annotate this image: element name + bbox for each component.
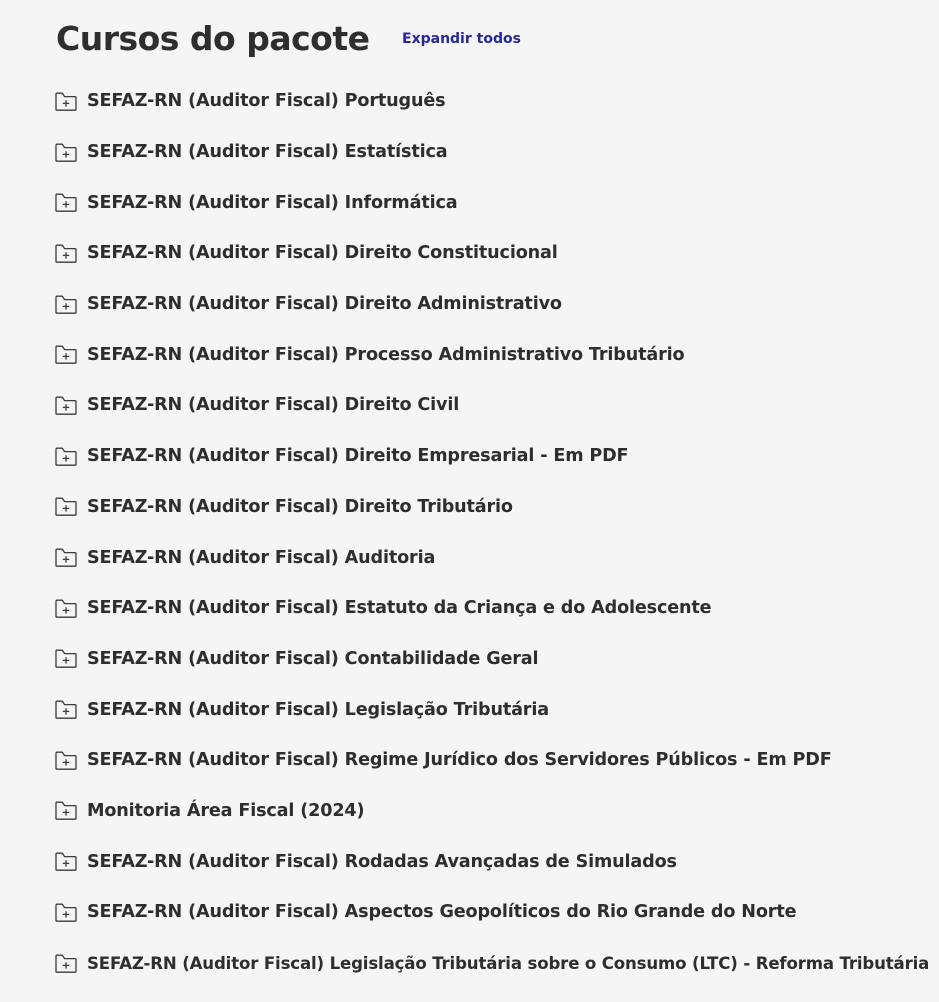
- course-label[interactable]: SEFAZ-RN (Auditor Fiscal) Estatística: [87, 142, 448, 163]
- folder-plus-icon[interactable]: [55, 395, 78, 415]
- course-label[interactable]: SEFAZ-RN (Auditor Fiscal) Direito Administrativo: [87, 294, 562, 315]
- course-label[interactable]: SEFAZ-RN (Auditor Fiscal) Legislação Tributária sobre o Consumo (LTC) - Reforma Tributária: [87, 953, 930, 973]
- course-item[interactable]: [55, 228, 925, 279]
- course-item[interactable]: [55, 127, 925, 178]
- folder-plus-icon[interactable]: [55, 294, 78, 314]
- course-item[interactable]: [55, 279, 925, 330]
- course-label[interactable]: SEFAZ-RN (Auditor Fiscal) Direito Empresarial - Em PDF: [87, 446, 629, 467]
- folder-plus-icon[interactable]: [55, 598, 78, 618]
- course-item[interactable]: [55, 735, 925, 786]
- course-label[interactable]: SEFAZ-RN (Auditor Fiscal) Informática: [87, 192, 458, 213]
- course-label[interactable]: SEFAZ-RN (Auditor Fiscal) Português: [87, 91, 446, 112]
- folder-plus-icon[interactable]: [55, 649, 78, 669]
- folder-plus-icon[interactable]: [55, 497, 78, 517]
- course-item[interactable]: [55, 938, 930, 989]
- folder-plus-icon[interactable]: [55, 852, 78, 872]
- course-label[interactable]: Monitoria Área Fiscal (2024): [87, 800, 365, 821]
- course-label[interactable]: SEFAZ-RN (Auditor Fiscal) Regime Jurídico dos Servidores Públicos - Em PDF: [87, 750, 832, 771]
- folder-plus-icon[interactable]: [55, 801, 78, 821]
- folder-plus-icon[interactable]: [55, 243, 78, 263]
- course-label[interactable]: SEFAZ-RN (Auditor Fiscal) Rodadas Avançadas de Simulados: [87, 851, 677, 872]
- course-label[interactable]: SEFAZ-RN (Auditor Fiscal) Processo Administrativo Tributário: [87, 344, 685, 365]
- page-title: Cursos do pacote: [56, 18, 370, 58]
- course-label[interactable]: SEFAZ-RN (Auditor Fiscal) Direito Civil: [87, 395, 460, 416]
- course-item[interactable]: [55, 786, 925, 837]
- section-header: [56, 14, 370, 62]
- folder-plus-icon[interactable]: [55, 193, 78, 213]
- course-item[interactable]: [55, 532, 925, 583]
- folder-plus-icon[interactable]: [55, 142, 78, 162]
- course-label[interactable]: SEFAZ-RN (Auditor Fiscal) Auditoria: [87, 547, 436, 568]
- folder-plus-icon[interactable]: [55, 902, 78, 922]
- course-label[interactable]: SEFAZ-RN (Auditor Fiscal) Aspectos Geopolíticos do Rio Grande do Norte: [87, 902, 797, 923]
- course-item[interactable]: [55, 836, 925, 887]
- course-label[interactable]: SEFAZ-RN (Auditor Fiscal) Estatuto da Criança e do Adolescente: [87, 598, 712, 619]
- course-item[interactable]: [55, 380, 925, 431]
- folder-plus-icon[interactable]: [55, 91, 78, 111]
- course-item[interactable]: [55, 583, 925, 634]
- course-item[interactable]: [55, 684, 925, 735]
- course-item[interactable]: [55, 634, 925, 685]
- course-label[interactable]: SEFAZ-RN (Auditor Fiscal) Contabilidade Geral: [87, 648, 539, 669]
- course-label[interactable]: SEFAZ-RN (Auditor Fiscal) Direito Tributário: [87, 496, 513, 517]
- course-label[interactable]: SEFAZ-RN (Auditor Fiscal) Direito Constitucional: [87, 243, 558, 264]
- folder-plus-icon[interactable]: [55, 750, 78, 770]
- folder-plus-icon[interactable]: [55, 548, 78, 568]
- folder-plus-icon[interactable]: [55, 446, 78, 466]
- course-item[interactable]: [55, 431, 925, 482]
- folder-plus-icon[interactable]: [55, 953, 78, 973]
- course-item[interactable]: [55, 76, 925, 127]
- course-item[interactable]: [55, 887, 925, 938]
- course-label[interactable]: SEFAZ-RN (Auditor Fiscal) Legislação Tributária: [87, 699, 549, 720]
- folder-plus-icon[interactable]: [55, 700, 78, 720]
- expand-all-link[interactable]: Expandir todos: [402, 31, 521, 47]
- course-item[interactable]: [55, 329, 925, 380]
- course-list: [55, 76, 930, 988]
- course-item[interactable]: [55, 482, 925, 533]
- course-item[interactable]: [55, 177, 925, 228]
- folder-plus-icon[interactable]: [55, 345, 78, 365]
